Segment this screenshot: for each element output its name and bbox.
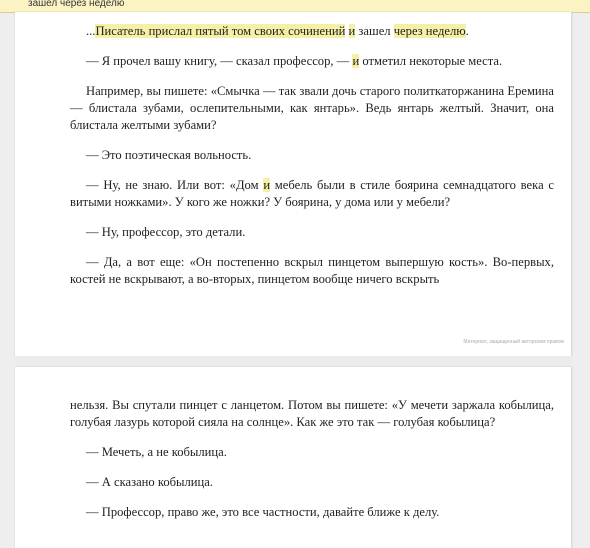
- paragraph-5: [70, 177, 554, 211]
- page-2-text: [70, 397, 554, 534]
- paragraph-2: [70, 53, 554, 70]
- text-span: — Я прочел вашу книгу, — сказал профессор, —: [86, 54, 353, 68]
- paragraph-8: нельзя. Вы спутали пинцет с ланцетом. Потом вы пишете: «У мечети заржала кобылица, голубая лазурь которой сияла на солнце». Как же это так — голубая кобылица?: [70, 398, 554, 429]
- search-highlight: и: [352, 54, 360, 68]
- text-span: зашел: [355, 24, 394, 38]
- search-highlight: через неделю: [393, 24, 466, 38]
- paragraph-7: — Да, а вот еще: «Он постепенно вскрыл пинцетом выпершую кость». Во-первых, костей не вскрывают, а во-вторых, пинцетом вообще ничего вскрыть: [70, 255, 554, 286]
- page-1-text: [70, 23, 554, 301]
- document-page-1: [15, 12, 572, 356]
- page-border: [571, 12, 572, 356]
- paragraph-3: Например, вы пишете: «Смычка — так звали дочь старого политкаторжанина Еремина — блистала зубами, ослепительными, как янтарь». Ведь янтарь желтый. Значит, она блистала желтыми зубами?: [70, 84, 554, 132]
- paragraph-9: — Мечеть, а не кобылица.: [86, 445, 227, 459]
- text-span: .: [465, 24, 469, 38]
- copyright-footer: Материал, защищенный авторским правом: [463, 339, 564, 345]
- paragraph-1: [70, 23, 554, 40]
- text-span: отметил некоторые места.: [359, 54, 503, 68]
- paragraph-10: — А сказано кобылица.: [86, 475, 213, 489]
- page-border: [571, 367, 572, 548]
- search-highlight: и: [348, 24, 356, 38]
- paragraph-6: — Ну, профессор, это детали.: [86, 225, 246, 239]
- page-separator: [15, 356, 572, 367]
- search-highlight: и: [263, 178, 271, 192]
- document-page-2: [15, 367, 572, 548]
- text-span: мебель были в стиле боярина семнадцатого века с витыми ножками». У кого же ножки? У боярина, у дома или у мебели?: [70, 178, 555, 209]
- paragraph-11: — Профессор, право же, это все частности, давайте ближе к делу.: [86, 505, 440, 519]
- paragraph-4: — Это поэтическая вольность.: [86, 148, 252, 162]
- banner-text: зашел через неделю: [28, 0, 125, 9]
- text-span: ...: [86, 24, 96, 38]
- text-span: — Ну, не знаю. Или вот: «Дом: [86, 178, 264, 192]
- search-highlight: Писатель прислал пятый том своих сочинений: [95, 24, 346, 38]
